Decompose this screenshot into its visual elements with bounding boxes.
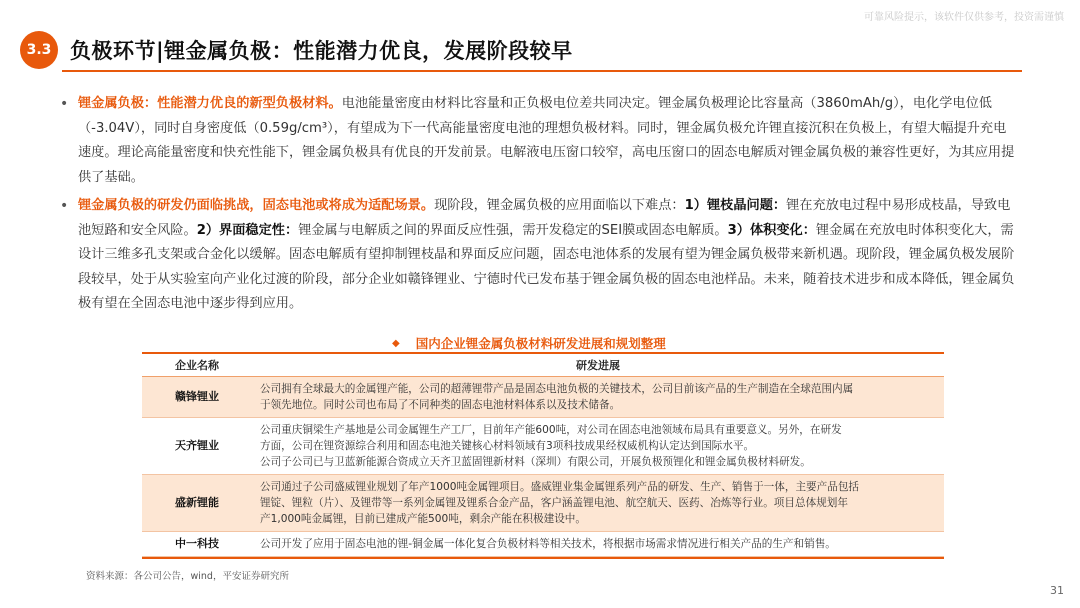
bullet-2-text-4: 锂金属在充放电时体积变化大，需设计三维多孔支架或合金化以缓解。固态电解质有望抑制锂枝晶和界面反应问题，固态电池体系的发展有望为锂金属负极带来新机遇。现阶段，锂金属负极发展阶段较早，处于从实验室向产业化过渡的阶段，部分企业如赣锋锂业、宁德时代已发布基于锂金属负极的固态电池样品。未来，随着技术进步和成本降低，锂金属负极有望在全固态电池中逐步得到应用。: [78, 222, 1015, 311]
progress-cell: [252, 474, 944, 531]
bullet-2-text-2: 锂在充放电过程中易形成枝晶，导致电池短路和安全风险。: [78, 198, 1011, 238]
section-number-badge: 3.3: [20, 31, 58, 69]
bullet-2-highlight: 锂金属负极的研发仍面临挑战，固态电池或将成为适配场景。: [78, 198, 435, 213]
slide-header: [20, 30, 1060, 70]
table-row: [142, 376, 944, 417]
bullet-2-point-3: 3）体积变化：: [727, 222, 816, 238]
table-row: [142, 417, 944, 474]
bullet-dot-icon: •: [60, 96, 69, 112]
bullet-list: [60, 92, 1018, 321]
company-name: 盛新锂能: [142, 474, 252, 531]
table-title-text: 国内企业锂金属负极材料研发进展和规划整理: [415, 336, 666, 351]
progress-line: 公司通过子公司盛威锂业规划了年产1000吨金属锂项目。盛威锂业集金属锂系列产品的研发、生产、销售于一体，主要产品包括: [260, 480, 860, 493]
progress-line: 公司拥有全球最大的金属锂产能，公司的超薄锂带产品是固态电池负极的关键技术，公司目前该产品的生产制造在全球范围内属: [260, 382, 854, 395]
progress-line: 公司重庆铜梁生产基地是公司金属锂生产工厂，目前年产能600吨，对公司在固态电池领域布局具有重要意义。另外，在研发: [260, 423, 842, 436]
bullet-2-text-1: 现阶段，锂金属负极的应用面临以下难点：: [434, 198, 685, 213]
progress-cell: [252, 531, 944, 556]
company-progress-table: [142, 352, 944, 559]
bullet-item-1: [60, 92, 1018, 190]
diamond-icon: ◆: [392, 337, 400, 349]
table-header-row: [142, 354, 944, 376]
header-divider: [62, 70, 1022, 72]
page-title: 负极环节|锂金属负极：性能潜力优良，发展阶段较早: [70, 39, 573, 63]
column-header-progress: 研发进展: [252, 354, 944, 376]
progress-line: 于领先地位。同时公司也布局了不同种类的固态电池材料体系以及技术储备。: [260, 398, 621, 411]
table-title: [392, 334, 666, 352]
table-bottom-rule: [142, 557, 944, 559]
bullet-1-highlight: 锂金属负极：性能潜力优良的新型负极材料。: [78, 96, 342, 111]
bullet-2-point-2: 2）界面稳定性：: [196, 222, 299, 238]
column-header-company: 企业名称: [142, 354, 252, 376]
company-name: 中一科技: [142, 531, 252, 556]
table-row: [142, 474, 944, 531]
progress-line: 锂锭、锂粒（片）、及锂带等一系列金属锂及锂系合金产品，客户涵盖锂电池、航空航天、医药、冶炼等行业。项目总体规划年: [260, 496, 848, 509]
bullet-2-point-1: 1）锂枝晶问题：: [684, 198, 787, 213]
source-note: 资料来源：各公司公告，wind，平安证券研究所: [86, 571, 289, 582]
page-number: 31: [1050, 584, 1064, 597]
bullet-1-text: 电池能量密度由材料比容量和正负极电位差共同决定。锂金属负极理论比容量高（3860mAh/g），电化学电位低（-3.04V），同时自身密度低（0.59g/cm³），有望成为下一代高能量密度电池的理想负极材料。同时，锂金属负极允许锂直接沉积在负极上，有望大幅提升充电速度。理论高能量密度和快充性能下，锂金属负极具有优良的开发前景。电解液电压窗口较窄，高电压窗口的固态电解质对锂金属负极的兼容性更好，为其应用提供了基础。: [78, 96, 1015, 185]
bullet-item-2: [60, 194, 1018, 317]
top-watermark-note: 可靠风险提示，该软件仅供参考，投资需谨慎: [864, 12, 1064, 23]
progress-line: 方面，公司在锂资源综合利用和固态电池关键核心材料领域有3项科技成果经权威机构认定达到国际水平。: [260, 439, 755, 452]
progress-cell: [252, 417, 944, 474]
company-name: 赣锋锂业: [142, 376, 252, 417]
company-name: 天齐锂业: [142, 417, 252, 474]
table-row: [142, 531, 944, 556]
bullet-2-text-3: 锂金属与电解质之间的界面反应性强，需开发稳定的SEI膜或固态电解质。: [298, 222, 728, 238]
progress-line: 产1,000吨金属锂，目前已建成产能500吨，剩余产能在积极建设中。: [260, 512, 586, 525]
progress-line: 公司子公司已与卫蓝新能源合资成立天齐卫蓝固锂新材料（深圳）有限公司，开展负极预锂化和锂金属负极材料研发。: [260, 455, 811, 468]
bullet-dot-icon: •: [60, 198, 69, 214]
progress-line: 公司开发了应用于固态电池的锂-铜金属一体化复合负极材料等相关技术，将根据市场需求情况进行相关产品的生产和销售。: [260, 537, 836, 550]
progress-cell: [252, 376, 944, 417]
